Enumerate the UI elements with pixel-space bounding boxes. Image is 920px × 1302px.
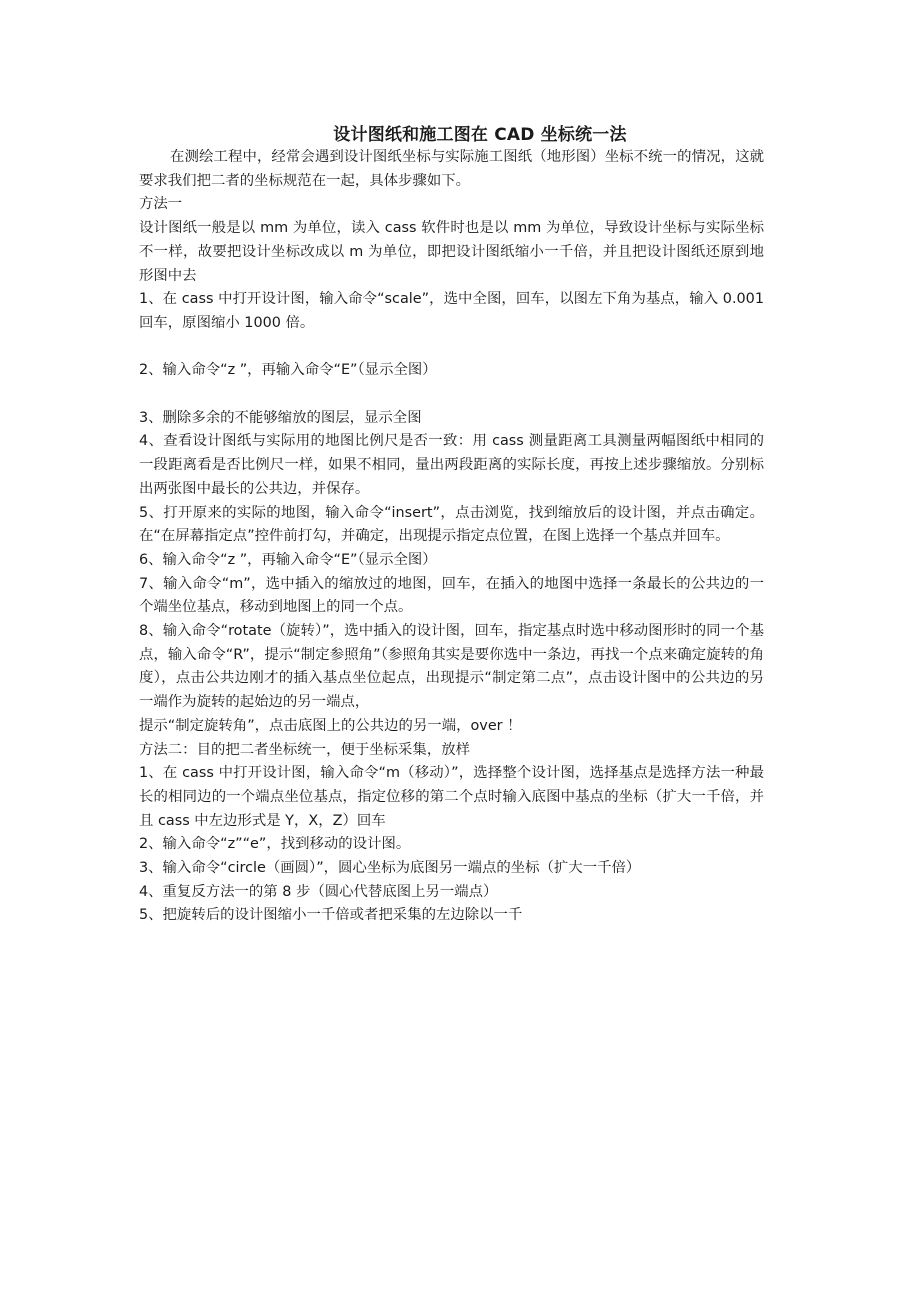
- method1-step-7: 7、输入命令“m”，选中插入的缩放过的地图，回车，在插入的地图中选择一条最长的公共边的一个端坐位基点，移动到地图上的同一个点。: [139, 575, 764, 616]
- method1-description: 设计图纸一般是以 mm 为单位，读入 cass 软件时也是以 mm 为单位，导致设计坐标与实际坐标不一样，故要把设计坐标改成以 m 为单位，即把设计图纸缩小一千倍，并且把设计图纸还原到地形图中去: [139, 220, 764, 284]
- method1-step-2: 2、输入命令“z ”，再输入命令“E”（显示全图）: [139, 362, 437, 379]
- blank-line: [139, 383, 764, 407]
- method1-step-3: 3、删除多余的不能够缩放的图层，显示全图: [139, 409, 422, 426]
- method1-heading: 方法一: [139, 196, 183, 213]
- method2-step-1: 1、在 cass 中打开设计图，输入命令“m（移动）”，选择整个设计图，选择基点是选择方法一种最长的相同边的一个端点坐位基点，指定位移的第二个点时输入底图中基点的坐标（扩大一千倍，并且 cass 中左边形式是 Y，X，Z）回车: [139, 765, 764, 829]
- method1-step-1: 1、在 cass 中打开设计图，输入命令“scale”，选中全图，回车，以图左下角为基点，输入 0.001 回车，原图缩小 1000 倍。: [139, 291, 764, 331]
- method1-step-4: 4、查看设计图纸与实际用的地图比例尺是否一致：用 cass 测量距离工具测量两幅图纸中相同的一段距离看是否比例尺一样，如果不相同，量出两段距离的实际长度，再按上述步骤缩放。分别标出两张图中最长的公共边，并保存。: [139, 433, 764, 497]
- method1-step-5: 5、打开原来的实际的地图，输入命令“insert”，点击浏览，找到缩放后的设计图，并点击确定。在“在屏幕指定点”控件前打勾，并确定，出现提示指定点位置，在图上选择一个基点并回车。: [139, 504, 764, 545]
- document-title-text: 设计图纸和施工图在 CAD 坐标统一法: [333, 125, 627, 145]
- method2-heading: 方法二：目的把二者坐标统一，便于坐标采集，放样: [139, 741, 470, 758]
- intro-paragraph: 在测绘工程中，经常会遇到设计图纸坐标与实际施工图纸（地形图）坐标不统一的情况，这就要求我们把二者的坐标规范在一起，具体步骤如下。: [139, 149, 764, 189]
- document-body: [139, 146, 764, 928]
- method2-step-3: 3、输入命令“circle（画圆）”，圆心坐标为底图另一端点的坐标（扩大一千倍）: [139, 860, 641, 877]
- method2-step-4: 4、重复反方法一的第 8 步（圆心代替底图上另一端点）: [139, 883, 498, 900]
- method1-step-8: 8、输入命令“rotate（旋转）”，选中插入的设计图，回车，指定基点时选中移动图形时的同一个基点，输入命令“R”，提示“制定参照角”（参照角其实是要你选中一条边，再找一个点来确定旋转的角度），点击公共边刚才的插入基点坐位起点，出现提示“制定第二点”，点击设计图中的公共边的另一端作为旋转的起始边的另一端点，: [139, 623, 764, 711]
- method2-step-5: 5、把旋转后的设计图缩小一千倍或者把采集的左边除以一千: [139, 907, 523, 924]
- blank-line: [139, 336, 764, 360]
- document-title: [0, 120, 920, 145]
- method1-step-6: 6、输入命令“z ”，再输入命令“E”（显示全图）: [139, 551, 437, 568]
- method2-step-2: 2、输入命令“z”“e”，找到移动的设计图。: [139, 836, 411, 853]
- method1-step-8-continued: 提示“制定旋转角”，点击底图上的公共边的另一端，over ！: [139, 717, 522, 734]
